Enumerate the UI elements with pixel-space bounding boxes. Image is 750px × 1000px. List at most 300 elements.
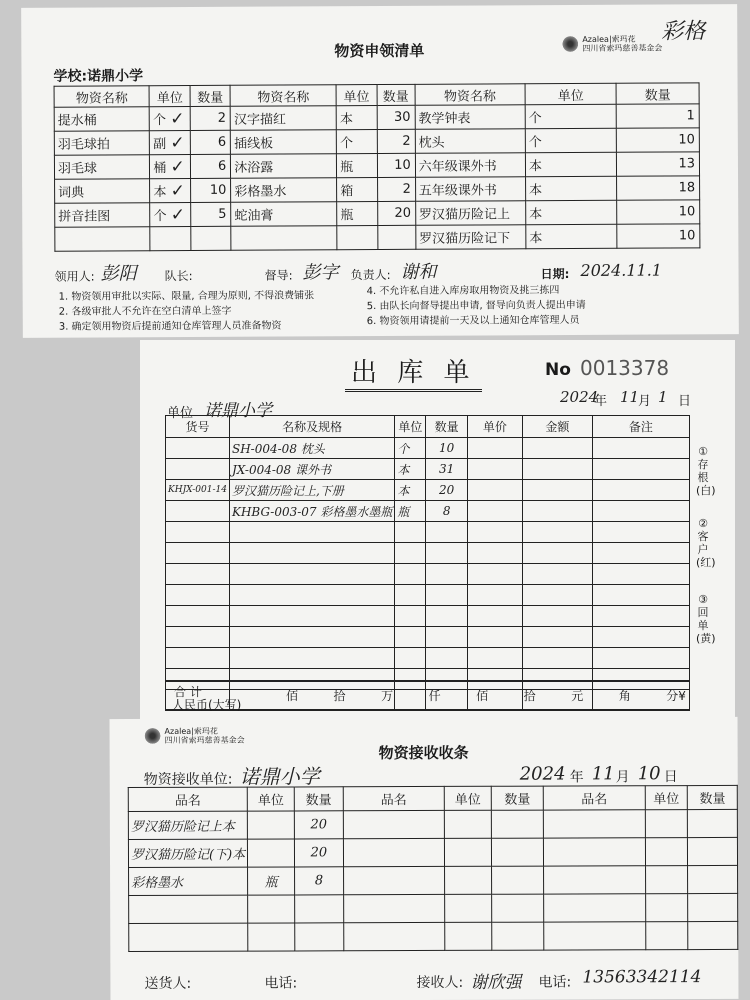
column-header: 数量: [377, 84, 415, 105]
year-value: 2024: [560, 388, 599, 406]
unit-cell: 瓶: [248, 867, 295, 895]
quantity-cell: 2: [377, 177, 415, 201]
table-row: [129, 921, 738, 951]
day-value: 10: [637, 763, 661, 785]
supervisor-label: 督导:: [264, 268, 293, 283]
item-name-cell: 六年级课外书: [415, 153, 525, 178]
unit-cell: 个 ✓: [150, 202, 191, 226]
empty-cell: [229, 564, 394, 585]
table-row: [166, 606, 690, 627]
empty-cell: [467, 564, 522, 585]
empty-cell: [343, 838, 444, 866]
empty-cell: [592, 606, 689, 627]
quantity-cell: 5: [191, 202, 231, 226]
empty-cell: [645, 838, 688, 866]
quantity-cell: 2: [377, 129, 415, 153]
empty-cell: [166, 585, 230, 606]
item-spec-cell: KHBG-003-07 彩格墨水墨瓶: [229, 501, 394, 522]
table-row: [166, 480, 690, 501]
unit-cell: [150, 226, 191, 250]
unit-cell: 个: [525, 104, 616, 128]
check-mark-icon: ✓: [170, 132, 185, 153]
item-name-cell: 提水桶: [54, 107, 150, 131]
table-row: [166, 459, 690, 480]
unit-cell: 瓶: [395, 501, 426, 522]
column-header: 单位: [247, 787, 294, 811]
item-name-cell: 词典: [55, 179, 151, 203]
receipt-sheet: [110, 717, 739, 1000]
empty-cell: [395, 522, 426, 543]
rule-6: 6. 物资领用请提前一天及以上通知仓库管理人员: [366, 314, 580, 328]
quantity-cell: 2: [190, 106, 230, 130]
column-header: 单价: [467, 416, 522, 438]
empty-cell: [688, 809, 738, 837]
empty-cell: [592, 459, 689, 480]
quantity-cell: 10: [426, 438, 467, 459]
quantity-cell: 10: [377, 153, 415, 177]
empty-cell: [688, 837, 738, 865]
sender-phone-label: 电话:: [264, 975, 298, 992]
table-row: [55, 176, 700, 203]
unit-cell: 个 ✓: [150, 106, 191, 130]
item-name-cell: 蛇油膏: [231, 202, 337, 227]
item-name-cell: 教学钟表: [415, 105, 525, 130]
table-row: [55, 200, 700, 227]
rule-5: 5. 由队长向督导提出申请, 督导向负责人提出申请: [366, 299, 586, 313]
item-code-cell: [166, 438, 230, 459]
quantity-cell: 8: [426, 501, 467, 522]
empty-cell: [426, 606, 467, 627]
empty-cell: [445, 922, 492, 950]
column-header: 物资名称: [54, 86, 150, 107]
item-code-cell: [166, 459, 230, 480]
empty-cell: [688, 865, 738, 893]
item-code-cell: KHJX-001-14: [166, 480, 230, 501]
empty-cell: [645, 894, 688, 922]
empty-cell: [688, 921, 738, 949]
outbound-sheet: [140, 340, 735, 720]
item-name-cell: 彩格墨水: [129, 867, 248, 895]
column-header: 单位: [645, 786, 688, 810]
empty-cell: [522, 564, 592, 585]
column-header: 数量: [491, 786, 543, 810]
unit-cell: 瓶: [337, 154, 377, 178]
table-row: [54, 128, 699, 155]
empty-cell: [645, 810, 688, 838]
empty-cell: [467, 606, 522, 627]
empty-cell: [544, 866, 645, 894]
unit-cell: [337, 226, 377, 250]
empty-cell: [395, 543, 426, 564]
item-name-cell: 彩格墨水: [231, 178, 337, 203]
empty-cell: [592, 585, 689, 606]
unit-value: 诺鼎小学: [204, 401, 272, 421]
outbound-table: [165, 415, 690, 711]
empty-cell: [491, 866, 544, 894]
empty-cell: [395, 606, 426, 627]
empty-cell: [491, 894, 544, 922]
empty-cell: [592, 438, 689, 459]
amount-units: [286, 687, 686, 704]
unit-cell: 本: [395, 459, 426, 480]
empty-cell: [129, 923, 248, 951]
logo-line1: Azalea|索玛花: [164, 726, 218, 736]
item-name-cell: 拼音挂图: [55, 203, 151, 227]
table-row: [129, 893, 738, 923]
check-mark-icon: ✓: [170, 204, 185, 225]
receipt-unit-value: 诺鼎小学: [239, 764, 320, 789]
unit-cell: 个: [395, 438, 426, 459]
empty-cell: [467, 627, 522, 648]
unit-cell: 个: [525, 128, 616, 152]
empty-cell: [522, 585, 592, 606]
column-header: 数量: [190, 85, 230, 106]
column-header: 备注: [592, 416, 689, 438]
empty-cell: [426, 585, 467, 606]
month-value: 11: [591, 763, 615, 785]
quantity-cell: 8: [294, 867, 343, 895]
empty-cell: [166, 543, 230, 564]
unit-cell: 本: [395, 480, 426, 501]
copy-stub: ①存根(白): [696, 445, 716, 497]
empty-cell: [467, 543, 522, 564]
table-row: [128, 837, 737, 867]
unit-cell: 桶 ✓: [150, 154, 191, 178]
item-name-cell: 罗汉猫历险记(下)本: [128, 839, 247, 867]
column-header: 数量: [426, 416, 467, 438]
empty-cell: [467, 438, 522, 459]
empty-cell: [592, 480, 689, 501]
table-row: [166, 522, 690, 543]
empty-cell: [592, 501, 689, 522]
empty-cell: [544, 894, 645, 922]
empty-cell: [426, 648, 467, 669]
receipt-title: 物资接收收条: [378, 743, 469, 763]
unit-cell: [247, 811, 294, 839]
day-char: 日: [663, 769, 678, 786]
date-label: 日期:: [540, 267, 570, 282]
empty-cell: [592, 648, 689, 669]
table-row: [166, 543, 690, 564]
date-row: [560, 388, 700, 410]
item-name-cell: 汉字描红: [230, 106, 336, 131]
logo-line2: 四川省索玛慈善基金会: [164, 735, 245, 745]
empty-cell: [522, 522, 592, 543]
empty-cell: [344, 922, 445, 950]
empty-cell: [491, 838, 544, 866]
unit-cell: 箱: [337, 178, 377, 202]
month-value: 11: [620, 388, 640, 406]
empty-cell: [229, 543, 394, 564]
amount-unit-label: 元: [571, 689, 584, 703]
item-name-cell: [231, 226, 337, 251]
empty-cell: [395, 627, 426, 648]
column-header: 单位: [395, 416, 426, 438]
empty-cell: [129, 895, 248, 923]
requisition-table: [54, 82, 701, 251]
item-name-cell: 罗汉猫历险记下: [416, 225, 526, 250]
empty-cell: [491, 810, 544, 838]
rmb-label: 人民币(大写): [172, 698, 242, 712]
no-label: No: [545, 360, 571, 380]
empty-cell: [445, 894, 492, 922]
unit-cell: 个: [337, 130, 377, 154]
empty-cell: [229, 522, 394, 543]
rules-right: [367, 282, 687, 329]
logo-line1: Azalea|索玛花: [582, 34, 636, 44]
unit-cell: 本: [526, 176, 617, 200]
empty-cell: [592, 543, 689, 564]
quantity-cell: 10: [617, 200, 700, 224]
empty-cell: [522, 543, 592, 564]
table-row: [54, 104, 699, 131]
total-label: 合 计: [174, 685, 202, 699]
manager-label: 负责人:: [350, 267, 391, 283]
receipt-footer: [144, 965, 734, 997]
empty-cell: [522, 648, 592, 669]
empty-cell: [445, 866, 492, 894]
empty-cell: [645, 922, 688, 950]
rule-1: 1. 物资领用审批以实际、限量, 合理为原则, 不得浪费铺张: [58, 290, 315, 303]
empty-cell: [166, 627, 230, 648]
date-value: 2024.11.1: [580, 260, 663, 280]
amount-unit-label: 分¥: [666, 689, 686, 703]
rule-4: 4. 不允许私自进入库房取用物资及挑三拣四: [366, 285, 560, 298]
unit-label: 单位: [167, 406, 194, 421]
empty-cell: [467, 585, 522, 606]
quantity-cell: 1: [616, 104, 699, 128]
table-row: [166, 648, 690, 669]
column-header: 金额: [522, 416, 592, 438]
manager-signature: 谢和: [400, 261, 437, 283]
amount-unit-label: 仟: [428, 689, 441, 703]
quantity-cell: 13: [617, 152, 700, 176]
quantity-cell: 18: [617, 176, 700, 200]
column-header: 物资名称: [230, 85, 336, 107]
empty-cell: [467, 501, 522, 522]
item-code-cell: [166, 501, 230, 522]
empty-cell: [248, 895, 295, 923]
item-name-cell: 枕头: [415, 129, 525, 154]
requisition-title: 物资申领清单: [334, 41, 425, 61]
item-spec-cell: JX-004-08 课外书: [229, 459, 394, 480]
empty-cell: [592, 564, 689, 585]
item-name-cell: 五年级课外书: [415, 177, 525, 202]
empty-cell: [229, 585, 394, 606]
empty-cell: [229, 606, 394, 627]
unit-cell: 本: [336, 106, 376, 130]
quantity-cell: 30: [377, 105, 415, 129]
receipt-table: [128, 785, 739, 952]
table-row: [166, 438, 690, 459]
empty-cell: [445, 838, 492, 866]
sender-label: 送货人:: [144, 975, 192, 992]
amount-unit-label: 角: [618, 689, 631, 703]
empty-cell: [166, 522, 230, 543]
item-name-cell: 插线板: [231, 130, 337, 155]
empty-cell: [492, 922, 545, 950]
column-header: 单位: [336, 85, 376, 106]
quantity-cell: 10: [191, 178, 231, 202]
item-name-cell: 羽毛球: [54, 155, 150, 179]
column-header: 数量: [616, 83, 699, 104]
empty-cell: [592, 627, 689, 648]
empty-cell: [522, 438, 592, 459]
table-row: [166, 501, 690, 522]
receipt-date: [520, 763, 700, 786]
empty-cell: [522, 459, 592, 480]
supervisor-signature: 彭字: [302, 262, 339, 284]
outbound-title: 出 库 单: [345, 352, 482, 392]
recipient-label: 接收人:: [416, 974, 464, 992]
empty-cell: [645, 866, 688, 894]
unit-cell: 本: [526, 224, 617, 248]
table-row: [166, 627, 690, 648]
year-char: 年: [594, 394, 608, 409]
empty-cell: [467, 480, 522, 501]
empty-cell: [229, 627, 394, 648]
flower-logo-icon: [561, 35, 579, 53]
item-spec-cell: 罗汉猫历险记上,下册: [229, 480, 394, 501]
table-header: [128, 785, 737, 811]
table-row: [129, 865, 738, 895]
year-char: 年: [569, 769, 584, 786]
quantity-cell: 20: [294, 839, 343, 867]
quantity-cell: [191, 226, 231, 250]
rules-left: [59, 288, 359, 335]
check-mark-icon: ✓: [170, 156, 185, 177]
check-mark-icon: ✓: [170, 180, 185, 201]
column-header: 品名: [128, 787, 247, 811]
table-row: [166, 585, 690, 606]
unit-cell: 本 ✓: [150, 178, 191, 202]
empty-cell: [544, 838, 645, 866]
azalea-logo: [561, 35, 662, 54]
column-header: 品名: [543, 786, 644, 810]
quantity-cell: 20: [294, 811, 343, 839]
empty-cell: [522, 501, 592, 522]
day-value: 1: [658, 388, 668, 406]
column-header: 数量: [294, 787, 343, 811]
table-header: [166, 416, 690, 438]
empty-cell: [343, 866, 444, 894]
rule-2: 2. 各级审批人不允许在空白清单上签字: [58, 305, 232, 318]
rule-3: 3. 确定领用物资后提前通知仓库管理人员准备物资: [58, 320, 282, 333]
empty-cell: [166, 648, 230, 669]
empty-cell: [166, 606, 230, 627]
receipt-unit-label: 物资接收单位:: [143, 771, 233, 788]
total-row: [165, 680, 690, 710]
empty-cell: [395, 564, 426, 585]
empty-cell: [166, 564, 230, 585]
empty-cell: [343, 810, 444, 838]
item-name-cell: 罗汉猫历险记上: [415, 201, 525, 226]
amount-unit-label: 万: [381, 689, 394, 703]
empty-cell: [295, 895, 344, 923]
column-header: 单位: [149, 85, 190, 106]
item-name-cell: 罗汉猫历险记上本: [128, 811, 247, 839]
column-header: 品名: [343, 786, 444, 810]
year-value: 2024: [519, 763, 566, 785]
empty-cell: [343, 894, 444, 922]
receiver-label: 领用人:: [54, 269, 95, 284]
unit-cell: 本: [526, 200, 617, 224]
item-name-cell: 羽毛球拍: [54, 131, 150, 155]
column-header: 数量: [688, 785, 738, 809]
empty-cell: [544, 810, 645, 838]
item-name-cell: 沐浴露: [231, 154, 337, 179]
quantity-cell: 6: [190, 154, 230, 178]
recipient-signature: 谢欣强: [470, 972, 522, 993]
table-row: [55, 224, 700, 251]
unit-cell: 瓶: [337, 202, 377, 226]
amount-unit-label: 佰: [286, 689, 299, 703]
empty-cell: [592, 522, 689, 543]
item-name-cell: [55, 227, 151, 251]
corner-note: 彩格: [661, 19, 706, 45]
unit-cell: 本: [525, 152, 616, 176]
column-header: 物资名称: [415, 84, 525, 106]
amount-unit-label: 佰: [476, 689, 489, 703]
recipient-phone-label: 电话:: [538, 974, 572, 991]
empty-cell: [426, 522, 467, 543]
school-label: 学校:诺鼎小学: [53, 68, 144, 85]
empty-cell: [522, 480, 592, 501]
empty-cell: [522, 627, 592, 648]
captain-label: 队长:: [164, 268, 193, 284]
table-row: [166, 564, 690, 585]
empty-cell: [395, 648, 426, 669]
no-value: 0013378: [580, 356, 670, 380]
column-header: 单位: [525, 83, 616, 104]
empty-cell: [426, 543, 467, 564]
column-header: 名称及规格: [229, 416, 394, 438]
day-char: 日: [678, 394, 692, 409]
receiver-signature: 彭阳: [100, 263, 137, 285]
table-row: [54, 152, 699, 179]
quantity-cell: 10: [616, 128, 699, 152]
column-header: 单位: [444, 786, 491, 810]
recipient-phone: 13563342114: [582, 967, 702, 988]
empty-cell: [248, 923, 295, 951]
quantity-cell: 31: [426, 459, 467, 480]
empty-cell: [426, 564, 467, 585]
copy-return: ③回单(黄): [696, 593, 716, 645]
month-char: 月: [615, 769, 630, 786]
quantity-cell: 10: [617, 224, 700, 248]
empty-cell: [467, 522, 522, 543]
empty-cell: [544, 922, 645, 950]
empty-cell: [426, 627, 467, 648]
amount-unit-label: 拾: [333, 689, 346, 703]
requisition-sheet: [21, 4, 739, 338]
item-spec-cell: SH-004-08 枕头: [229, 438, 394, 459]
column-header: 货号: [166, 416, 230, 438]
table-row: [128, 809, 737, 839]
empty-cell: [295, 923, 344, 951]
quantity-cell: 20: [426, 480, 467, 501]
copy-customer: ②客户(红): [696, 517, 716, 569]
empty-cell: [467, 648, 522, 669]
unit-cell: [248, 839, 295, 867]
empty-cell: [467, 459, 522, 480]
amount-unit-label: 拾: [523, 689, 536, 703]
empty-cell: [445, 810, 492, 838]
quantity-cell: 20: [377, 201, 415, 225]
empty-cell: [522, 606, 592, 627]
unit-cell: 副 ✓: [150, 130, 191, 154]
logo-line2: 四川省索玛慈善基金会: [582, 43, 663, 53]
